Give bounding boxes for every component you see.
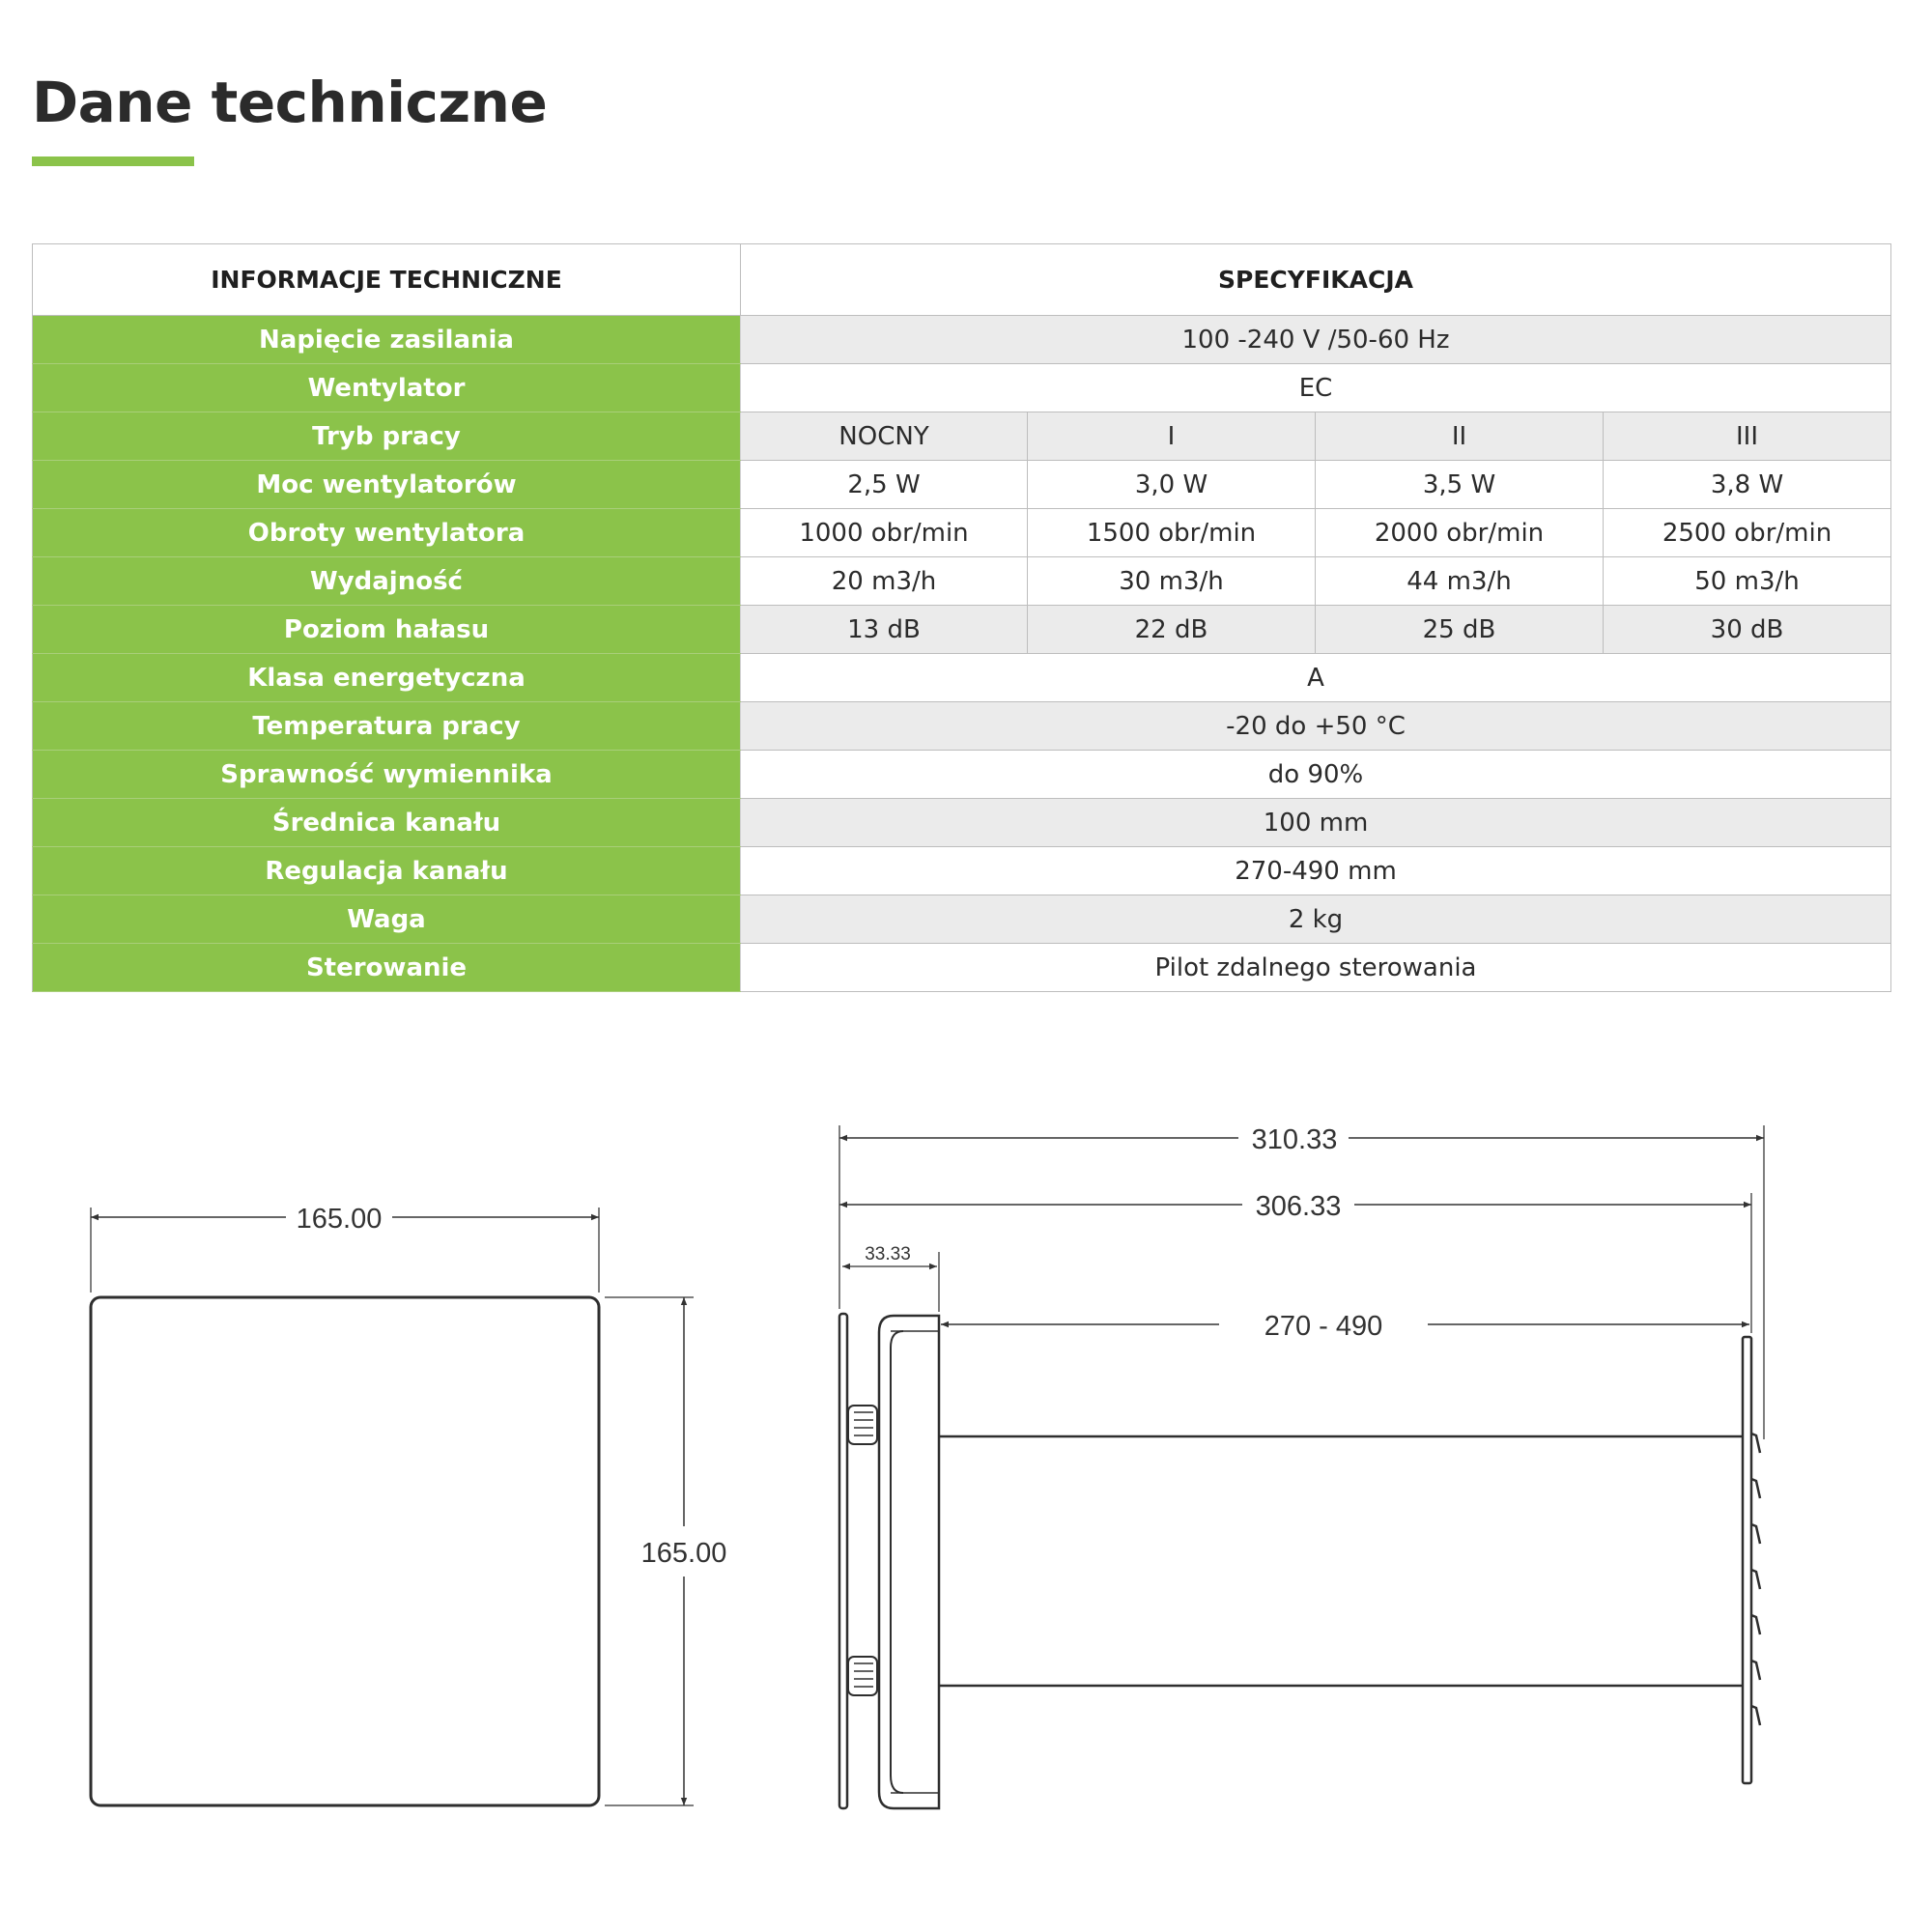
- front-view: [91, 1204, 726, 1805]
- row-label: Wentylator: [33, 364, 741, 412]
- row-value: 20 m3/h: [741, 557, 1028, 606]
- row-label: Tryb pracy: [33, 412, 741, 461]
- front-panel-outline: [91, 1297, 599, 1805]
- row-value: 13 dB: [741, 606, 1028, 654]
- row-value: 3,5 W: [1316, 461, 1604, 509]
- row-value: 22 dB: [1028, 606, 1316, 654]
- side-housing-outer: [879, 1316, 939, 1808]
- side-knob-bottom: [848, 1657, 877, 1695]
- row-label: Obroty wentylatora: [33, 509, 741, 557]
- duct-range-label: 270 - 490: [1264, 1311, 1383, 1342]
- row-label: Moc wentylatorów: [33, 461, 741, 509]
- row-label: Temperatura pracy: [33, 702, 741, 751]
- row-value: 30 dB: [1604, 606, 1891, 654]
- row-label: Regulacja kanału: [33, 847, 741, 895]
- row-value: 3,8 W: [1604, 461, 1891, 509]
- side-front-plate: [839, 1314, 847, 1808]
- front-height-label: 165.00: [640, 1538, 727, 1569]
- outer-grille-louvers: [1751, 1434, 1760, 1725]
- row-label: Sprawność wymiennika: [33, 751, 741, 799]
- row-value: A: [741, 654, 1891, 702]
- row-label: Poziom hałasu: [33, 606, 741, 654]
- row-value: III: [1604, 412, 1891, 461]
- row-value: EC: [741, 364, 1891, 412]
- row-value: do 90%: [741, 751, 1891, 799]
- row-value: II: [1316, 412, 1604, 461]
- row-value: 270-490 mm: [741, 847, 1891, 895]
- row-value: Pilot zdalnego sterowania: [741, 944, 1891, 992]
- row-value: 2 kg: [741, 895, 1891, 944]
- front-width-label: 165.00: [296, 1204, 383, 1235]
- row-value: 1500 obr/min: [1028, 509, 1316, 557]
- row-label: Napięcie zasilania: [33, 316, 741, 364]
- page-title: Dane techniczne: [32, 70, 548, 135]
- body-length-label: 306.33: [1255, 1191, 1342, 1222]
- row-value: NOCNY: [741, 412, 1028, 461]
- row-label: Wydajność: [33, 557, 741, 606]
- row-value: 2000 obr/min: [1316, 509, 1604, 557]
- side-view: [839, 1124, 1764, 1808]
- side-knob-top: [848, 1406, 877, 1444]
- header-technical-info: INFORMACJE TECHNICZNE: [33, 244, 741, 316]
- row-label: Sterowanie: [33, 944, 741, 992]
- panel-depth-label: 33.33: [865, 1244, 911, 1264]
- row-label: Klasa energetyczna: [33, 654, 741, 702]
- total-length-label: 310.33: [1251, 1124, 1338, 1155]
- header-specification: SPECYFIKACJA: [741, 244, 1891, 316]
- row-value: 2500 obr/min: [1604, 509, 1891, 557]
- row-value: 44 m3/h: [1316, 557, 1604, 606]
- row-label: Średnica kanału: [33, 799, 741, 847]
- row-value: -20 do +50 °C: [741, 702, 1891, 751]
- row-value: 50 m3/h: [1604, 557, 1891, 606]
- row-value: I: [1028, 412, 1316, 461]
- row-value: 100 -240 V /50-60 Hz: [741, 316, 1891, 364]
- row-value: 100 mm: [741, 799, 1891, 847]
- row-value: 3,0 W: [1028, 461, 1316, 509]
- row-value: 1000 obr/min: [741, 509, 1028, 557]
- row-value: 2,5 W: [741, 461, 1028, 509]
- row-value: 30 m3/h: [1028, 557, 1316, 606]
- row-value: 25 dB: [1316, 606, 1604, 654]
- row-label: Waga: [33, 895, 741, 944]
- outer-grille-plate: [1743, 1337, 1751, 1783]
